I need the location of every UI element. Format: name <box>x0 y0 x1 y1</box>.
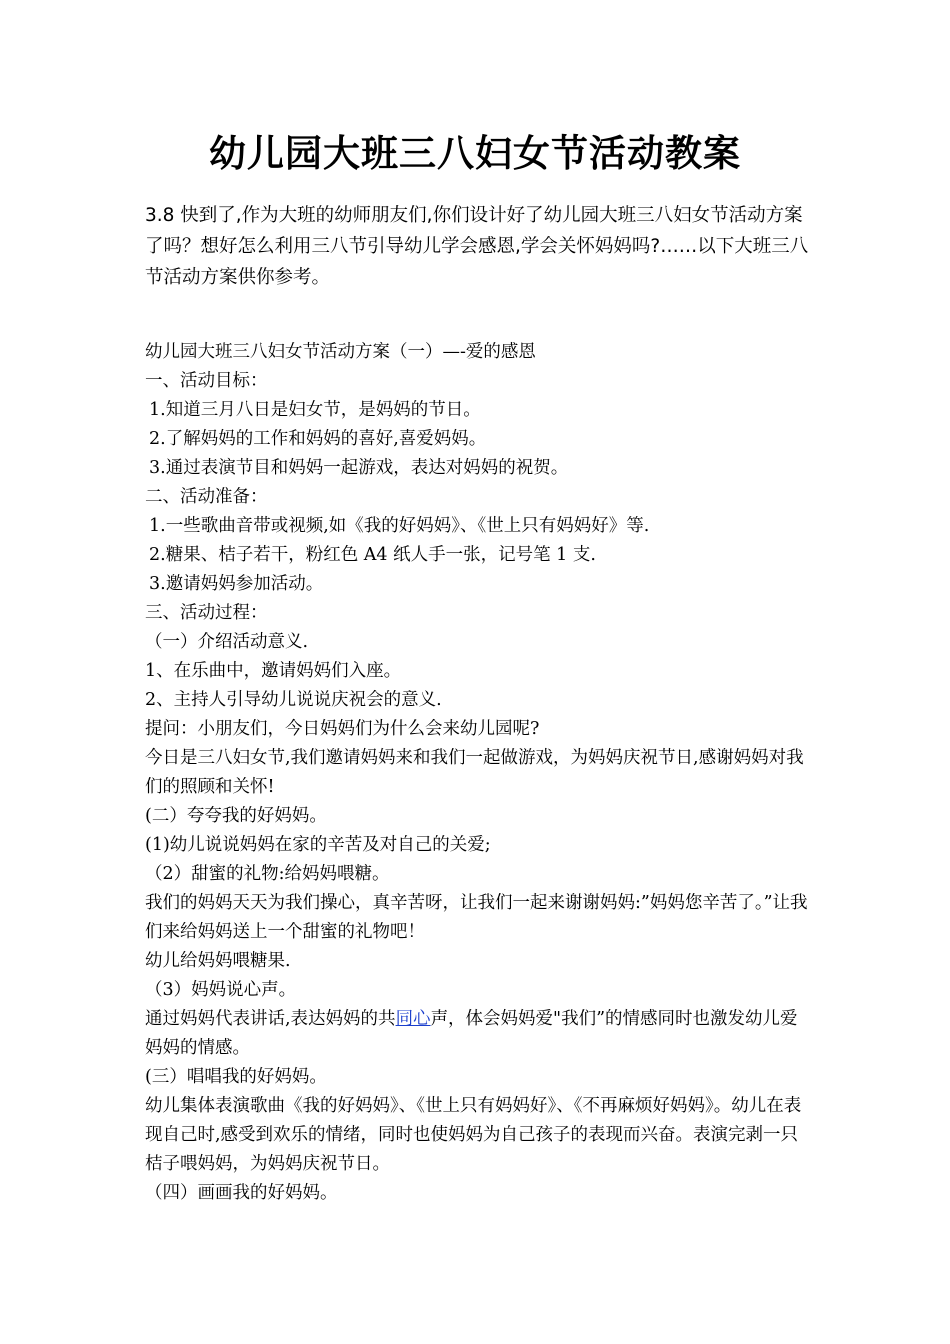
document-body <box>145 338 810 1208</box>
page-title: 幼儿园大班三八妇女节活动教案 <box>209 131 741 175</box>
intro-paragraph: 3.8 快到了,作为大班的幼师朋友们,你们设计好了幼儿园大班三八妇女节活动方案了吗？想好怎么利用三八节引导幼儿学会感恩,学会关怀妈妈吗?……以下大班三八节活动方案供你参考。 <box>145 205 809 288</box>
paragraph-with-link <box>145 1005 810 1063</box>
list-item: 1.知道三月八日是妇女节，是妈妈的节日。 <box>149 400 481 420</box>
step-heading: （四）画画我的好妈妈。 <box>145 1183 338 1203</box>
paragraph: 2、主持人引导幼儿说说庆祝会的意义. <box>145 690 442 710</box>
list-item: 1.一些歌曲音带或视频,如《我的好妈妈》、《世上只有妈妈好》等. <box>149 516 650 536</box>
list-item: 2.了解妈妈的工作和妈妈的喜好,喜爱妈妈。 <box>149 429 487 449</box>
paragraph: 今日是三八妇女节,我们邀请妈妈来和我们一起做游戏，为妈妈庆祝节日,感谢妈妈对我们的照顾和关怀! <box>145 748 804 797</box>
subheading: 三、活动过程： <box>145 603 268 623</box>
paragraph-text: 声，体会妈妈爱"我们”的情感同时也激发幼儿爱妈妈的情感。 <box>145 1009 798 1058</box>
subheading: 一、活动目标： <box>145 371 268 391</box>
step-heading: (三）唱唱我的好妈妈。 <box>145 1067 327 1087</box>
list-item: 3.邀请妈妈参加活动。 <box>149 574 324 594</box>
paragraph: 幼儿集体表演歌曲《我的好妈妈》、《世上只有妈妈好》、《不再麻烦好妈妈》。幼儿在表现自己时,感受到欢乐的情绪，同时也使妈妈为自己孩子的表现而兴奋。表演完剥一只桔子喂妈妈，为妈妈庆祝节日。 <box>145 1096 802 1174</box>
paragraph: (1)幼儿说说妈妈在家的辛苦及对自己的关爱; <box>145 835 491 855</box>
step-heading: （一）介绍活动意义. <box>145 632 309 652</box>
paragraph: 我们的妈妈天天为我们操心，真辛苦呀，让我们一起来谢谢妈妈:”妈妈您辛苦了。”让我们来给妈妈送上一个甜蜜的礼物吧！ <box>145 893 808 942</box>
paragraph: 提问：小朋友们，今日妈妈们为什么会来幼儿园呢? <box>145 719 540 739</box>
subheading: 二、活动准备： <box>145 487 268 507</box>
paragraph: （3）妈妈说心声。 <box>145 980 297 1000</box>
list-item: 3.通过表演节目和妈妈一起游戏，表达对妈妈的祝贺。 <box>149 458 569 478</box>
paragraph-text: 通过妈妈代表讲话,表达妈妈的共 <box>145 1009 396 1029</box>
paragraph: 1、在乐曲中，邀请妈妈们入座。 <box>145 661 402 681</box>
list-item: 2.糖果、桔子若干，粉红色 A4 纸人手一张，记号笔 1 支. <box>149 545 596 565</box>
step-heading: (二）夸夸我的好妈妈。 <box>145 806 327 826</box>
paragraph: （2）甜蜜的礼物:给妈妈喂糖。 <box>145 864 390 884</box>
inline-link[interactable]: 同心 <box>395 1009 431 1029</box>
section-heading: 幼儿园大班三八妇女节活动方案（一）—-爱的感恩 <box>145 342 536 362</box>
paragraph: 幼儿给妈妈喂糖果. <box>145 951 291 971</box>
